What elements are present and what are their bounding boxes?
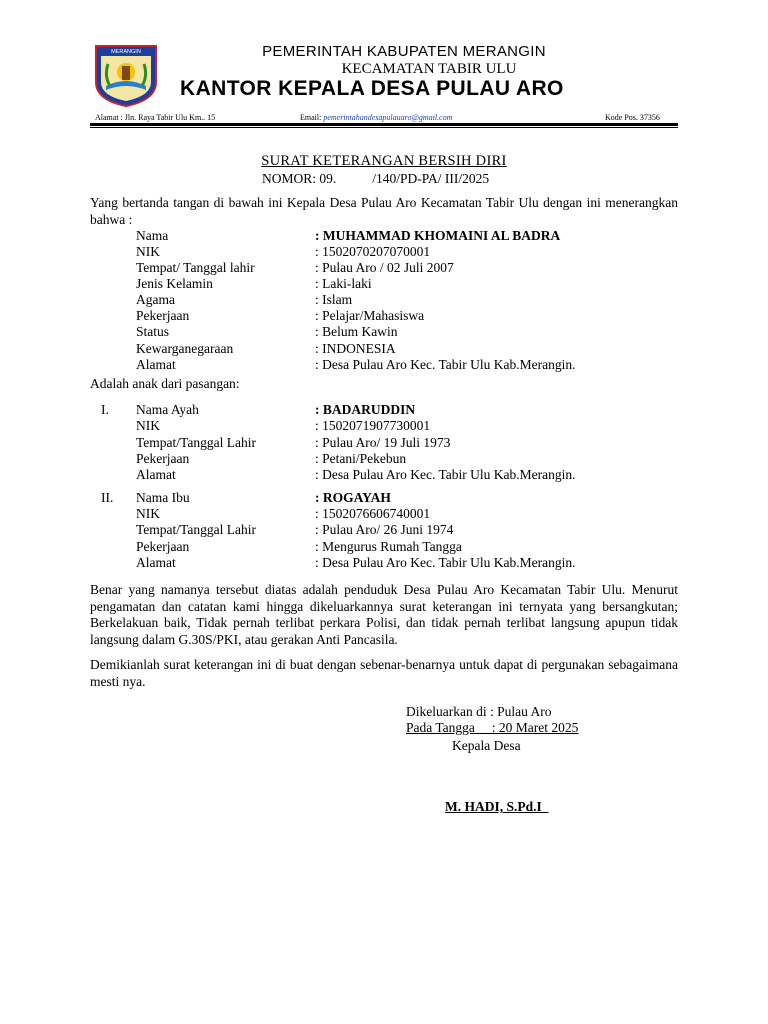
father-label-birth: Tempat/Tanggal Lahir	[136, 435, 256, 450]
government-name: PEMERINTAH KABUPATEN MERANGIN	[262, 43, 546, 60]
person-value-citizenship: : INDONESIA	[315, 341, 396, 356]
mother-label-occupation: Pekerjaan	[136, 539, 190, 554]
signatory-name: M. HADI, S.Pd.I	[445, 799, 549, 814]
mother-value-name: : ROGAYAH	[315, 490, 391, 505]
father-label-address: Alamat	[136, 467, 176, 482]
father-value-address: : Desa Pulau Aro Kec. Tabir Ulu Kab.Merangin.	[315, 467, 576, 482]
intro-paragraph: Yang bertanda tangan di bawah ini Kepala Desa Pulau Aro Kecamatan Tabir Ulu dengan ini menerangkan bahwa :	[90, 195, 678, 227]
parents-intro: Adalah anak dari pasangan:	[90, 376, 240, 391]
person-label-citizenship: Kewarganegaraan	[136, 341, 234, 356]
statement-paragraph: Benar yang namanya tersebut diatas adalah penduduk Desa Pulau Aro Kecamatan Tabir Ulu. Menurut pengamatan dan catatan kami hingga dikeluarkannya surat keterangan ini ternyata yang bersangkutan; Berkelakuan baik, Tidak pernah terlibat perkara Polisi, dan tidak pernah terlibat langsung apupun tidak langsung dalam G.30S/PKI, atau gerakan Anti Pancasila.	[90, 582, 678, 647]
document-title: SURAT KETERANGAN BERSIH DIRI	[261, 153, 507, 169]
signatory-position: Kepala Desa	[452, 738, 521, 753]
office-email-line	[300, 113, 452, 122]
person-value-birth: : Pulau Aro / 02 Juli 2007	[315, 260, 454, 275]
office-name: KANTOR KEPALA DESA PULAU ARO	[180, 77, 564, 100]
district-name: KECAMATAN TABIR ULU	[341, 61, 517, 77]
office-address: Alamat : Jln. Raya Tabir Ulu Km.. 15	[95, 113, 216, 122]
office-email[interactable]: pemerintahandesapulauaro@gmail.com	[323, 113, 453, 122]
father-value-birth: : Pulau Aro/ 19 Juli 1973	[315, 435, 451, 450]
father-value-name: : BADARUDDIN	[315, 402, 416, 417]
mother-numeral: II.	[101, 490, 114, 505]
mother-label-name: Nama Ibu	[136, 490, 190, 505]
person-value-address: : Desa Pulau Aro Kec. Tabir Ulu Kab.Merangin.	[315, 357, 576, 372]
mother-value-nik: : 1502076606740001	[315, 506, 431, 521]
mother-value-birth: : Pulau Aro/ 26 Juni 1974	[315, 522, 454, 537]
number-prefix: NOMOR: 09.	[262, 171, 337, 186]
person-value-occupation: : Pelajar/Mahasiswa	[315, 308, 425, 323]
person-value-status: : Belum Kawin	[315, 324, 398, 339]
person-label-address: Alamat	[136, 357, 176, 372]
person-label-name: Nama	[136, 228, 169, 243]
mother-value-address: : Desa Pulau Aro Kec. Tabir Ulu Kab.Merangin.	[315, 555, 576, 570]
person-label-religion: Agama	[136, 292, 175, 307]
postal-code: Kode Pos. 37356	[605, 113, 660, 122]
number-suffix: /140/PD-PA/ III/2025	[372, 171, 490, 186]
letterhead-rule-thick	[90, 123, 678, 126]
closing-paragraph: Demikianlah surat keterangan ini di buat dengan sebenar-benarnya untuk dapat di pergunakan sebagaimana mesti nya.	[90, 657, 678, 689]
person-label-status: Status	[136, 324, 170, 339]
letterhead-rule-thin	[90, 127, 678, 128]
father-label-occupation: Pekerjaan	[136, 451, 190, 466]
person-value-gender: : Laki-laki	[315, 276, 372, 291]
mother-label-birth: Tempat/Tanggal Lahir	[136, 522, 256, 537]
person-label-birth: Tempat/ Tanggal lahir	[136, 260, 255, 275]
person-value-religion: : Islam	[315, 292, 353, 307]
person-label-gender: Jenis Kelamin	[136, 276, 213, 291]
father-numeral: I.	[101, 402, 109, 417]
document-number	[262, 171, 489, 187]
issue-date: Pada Tangga : 20 Maret 2025	[406, 720, 579, 735]
mother-label-address: Alamat	[136, 555, 176, 570]
father-label-name: Nama Ayah	[136, 402, 199, 417]
mother-value-occupation: : Mengurus Rumah Tangga	[315, 539, 462, 554]
person-value-name: : MUHAMMAD KHOMAINI AL BADRA	[315, 228, 561, 243]
father-label-nik: NIK	[136, 418, 160, 433]
person-label-occupation: Pekerjaan	[136, 308, 190, 323]
father-value-occupation: : Petani/Pekebun	[315, 451, 407, 466]
email-label: Email:	[300, 113, 322, 122]
emblem-label: MERANGIN	[111, 49, 141, 55]
person-label-nik: NIK	[136, 244, 160, 259]
mother-label-nik: NIK	[136, 506, 160, 521]
person-value-nik: : 1502070207070001	[315, 244, 431, 259]
father-value-nik: : 1502071907730001	[315, 418, 431, 433]
issued-at: Dikeluarkan di : Pulau Aro	[406, 704, 552, 719]
